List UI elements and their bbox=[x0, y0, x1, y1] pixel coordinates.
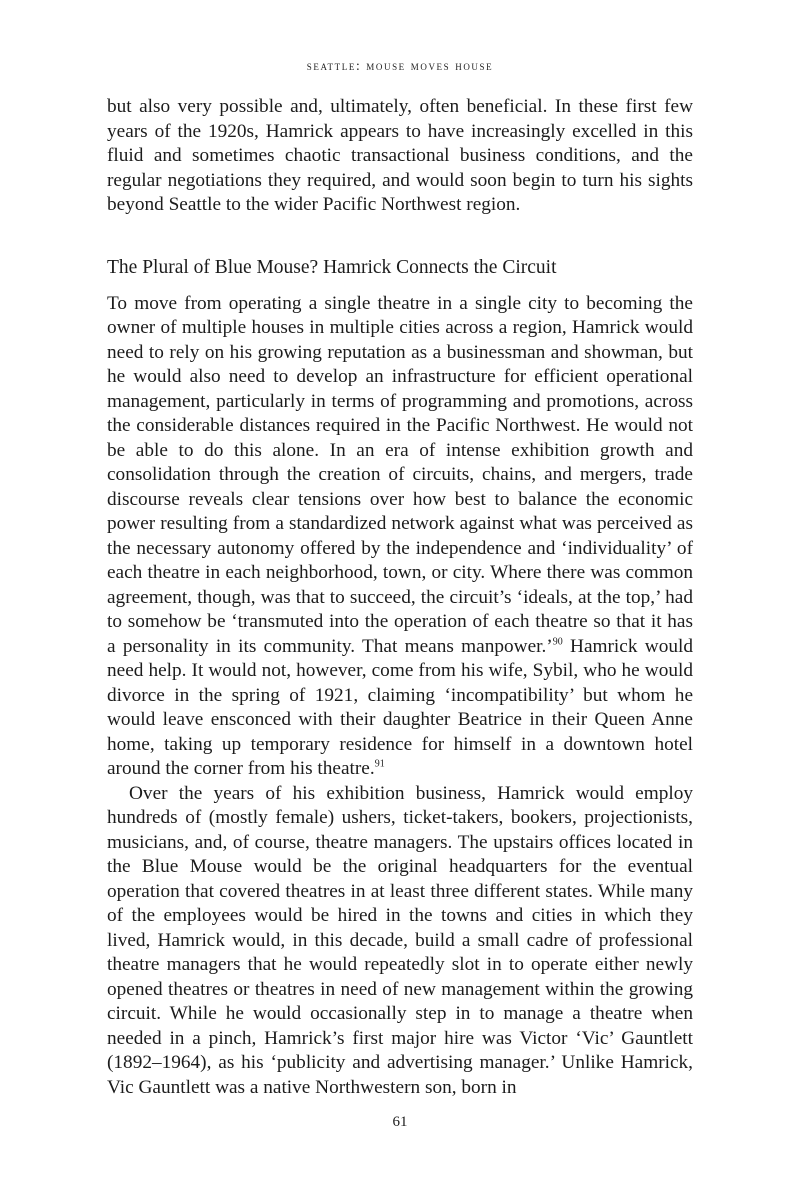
footnote-ref-91[interactable]: 91 bbox=[374, 758, 385, 770]
paragraph-text-part-1: To move from operating a single theatre in a single city to becoming the owner of multiple houses in multiple cities across a region, Hamrick would need to rely on his growing reputation as a businessman and showman, but he would also need to develop an infrastructure for efficient operational management, particularly in terms of programming and promotions, across the considerable distances required in the Pacific Northwest. He would not be able to do this alone. In an era of intense exhibition growth and consolidation through the creation of circuits, chains, and mergers, trade discourse reveals clear tensions over how best to balance the economic power resulting from a standardized network against what was perceived as the necessary autonomy offered by the independence and ‘individuality’ of each theatre in each neighborhood, town, or city. Where there was common agreement, though, was that to succeed, the circuit’s ‘ideals, at the top,’ had to somehow be ‘transmuted into the operation of each theatre so that it has a personality in its community. That means manpower.’ bbox=[107, 292, 693, 657]
paragraph-continued: but also very possible and, ultimately, often beneficial. In these first few years of the 1920s, Hamrick appears to have increasingly excelled in this fluid and sometimes chaotic transactional business conditions, and the regular negotiations they required, and would soon begin to turn his sights beyond Seattle to the wider Pacific Northwest region. bbox=[107, 96, 693, 215]
running-head: seattle: mouse moves house bbox=[306, 58, 494, 73]
body-text bbox=[107, 95, 693, 1100]
book-page bbox=[107, 0, 693, 1200]
paragraph-employees: Over the years of his exhibition business, Hamrick would employ hundreds of (mostly female) ushers, ticket-takers, bookers, projectionists, musicians, and, of course, theatre managers. The upstairs offices located in the Blue Mouse would be the original headquarters for the eventual operation that covered theatres in at least three different states. While many of the employees would be hired in the towns and cities in which they lived, Hamrick would, in this decade, build a small cadre of professional theatre managers that he would repeatedly slot in to operate either newly opened theatres or theatres in need of new management within the growing circuit. While he would occasionally step in to manage a theatre when needed in a pinch, Hamrick’s first major hire was Victor ‘Vic’ Gauntlett (1892–1964), as his ‘publicity and advertising manager.’ Unlike Hamrick, Vic Gauntlett was a native Northwestern son, born in bbox=[107, 782, 693, 1098]
paragraph-section-opening bbox=[107, 292, 693, 782]
footnote-ref-90[interactable]: 90 bbox=[552, 636, 563, 648]
page-number: 61 bbox=[392, 1114, 408, 1130]
paragraph-text-part-2: Hamrick would need help. It would not, however, come from his wife, Sybil, who he would divorce in the spring of 1921, claiming ‘incompatibility’ but whom he would leave ensconced with their daughter Beatrice in their Queen Anne home, taking up temporary residence for himself in a downtown hotel around the corner from his theatre. bbox=[107, 635, 693, 779]
section-heading: The Plural of Blue Mouse? Hamrick Connects the Circuit bbox=[107, 256, 557, 278]
